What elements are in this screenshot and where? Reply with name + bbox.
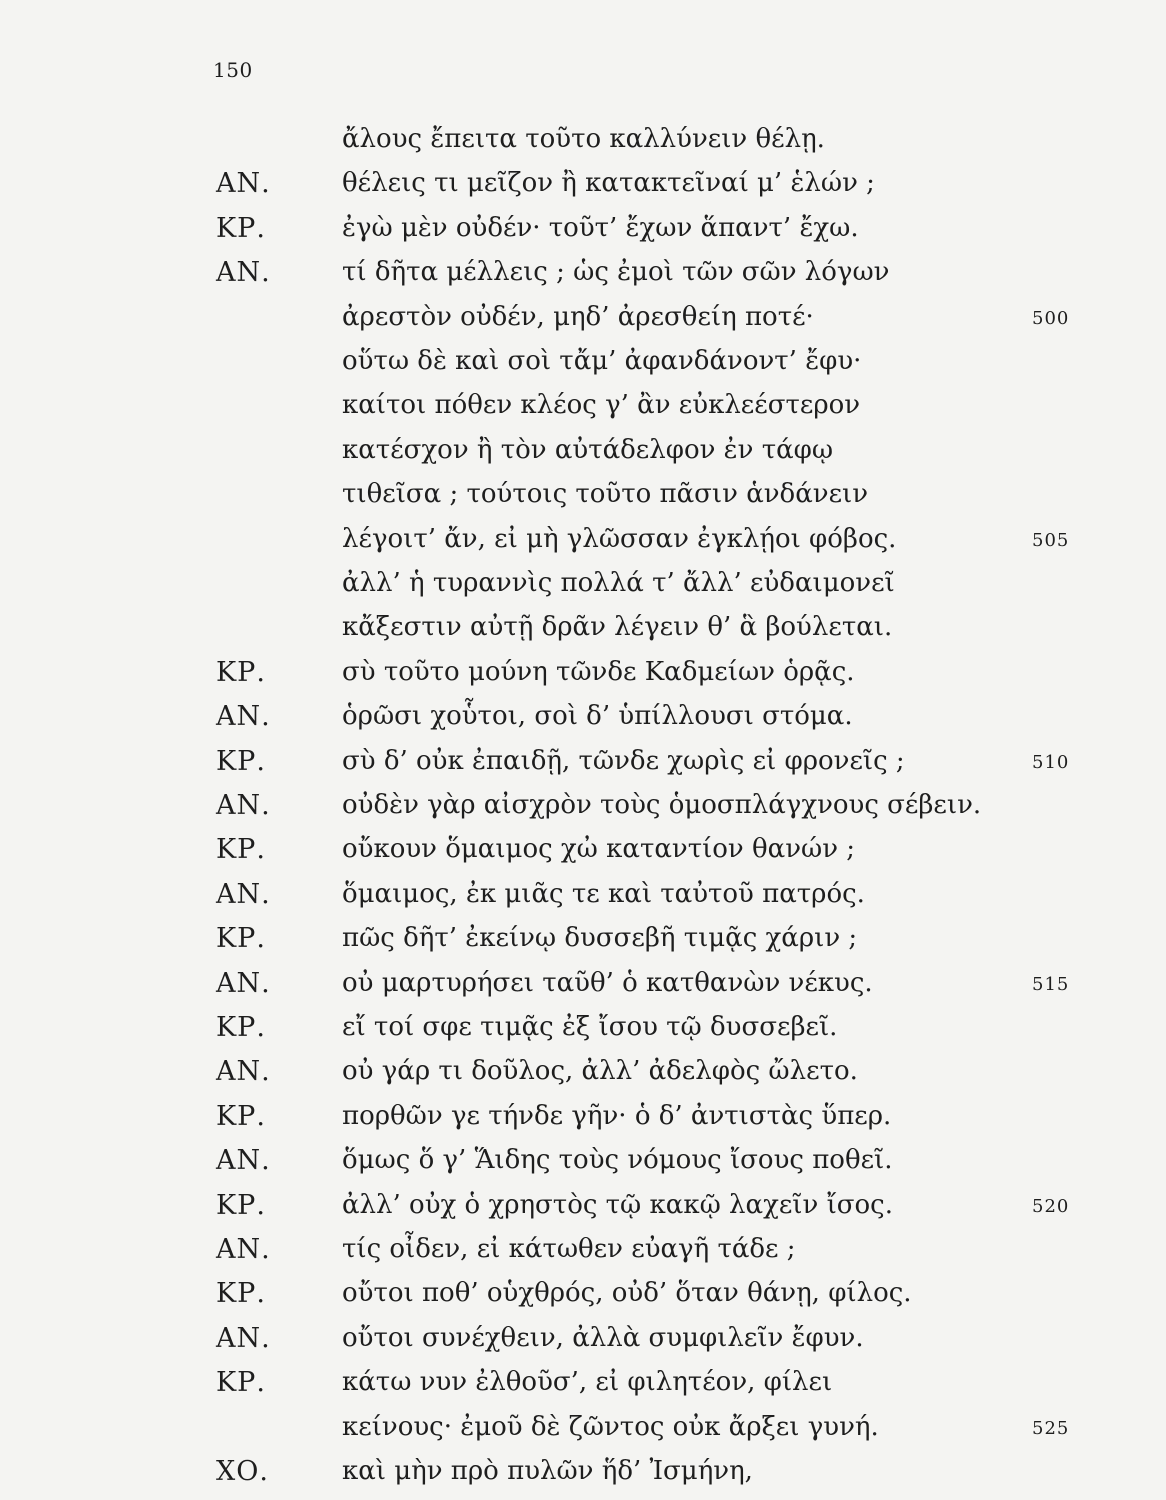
verse-text: οὐ γάρ τι δοῦλος, ἀλλ’ ἀδελφὸς ὤλετο. (342, 1056, 858, 1086)
verse-text: λέγοιτ’ ἄν, εἰ μὴ γλῶσσαν ἐγκλῄοι φόβος. (342, 524, 897, 554)
verse-line (0, 257, 1166, 297)
verse-text: εἴ τοί σφε τιμᾷς ἐξ ἴσου τῷ δυσσεβεῖ. (342, 1012, 838, 1042)
verse-line (0, 746, 1166, 786)
verse-text: κάτω νυν ἐλθοῦσ’, εἰ φιλητέον, φίλει (342, 1367, 833, 1397)
verse-line (0, 1190, 1166, 1230)
speaker-label: ΚΡ. (216, 1367, 266, 1398)
speaker-label: ΑΝ. (216, 1323, 271, 1354)
speaker-label: ΑΝ. (216, 1234, 271, 1265)
verse-text: ἀλλ’ ἡ τυραννὶς πολλά τ’ ἄλλ’ εὐδαιμονεῖ (342, 568, 895, 598)
verse-line (0, 1367, 1166, 1407)
verse-line (0, 1412, 1166, 1452)
line-number: 500 (1032, 308, 1070, 329)
verse-line (0, 1323, 1166, 1363)
speaker-label: ΚΡ. (216, 1278, 266, 1309)
verse-line (0, 701, 1166, 741)
verse-text: πῶς δῆτ’ ἐκείνῳ δυσσεβῆ τιμᾷς χάριν ; (342, 923, 858, 953)
speaker-label: ΧΟ. (216, 1456, 269, 1487)
speaker-label: ΑΝ. (216, 968, 271, 999)
page-number: 150 (213, 58, 253, 82)
verse-text: ἀρεστὸν οὐδέν, μηδ’ ἀρεσθείη ποτέ· (342, 302, 814, 332)
verse-line (0, 568, 1166, 608)
verse-line (0, 1278, 1166, 1318)
verse-line (0, 213, 1166, 253)
verse-line (0, 1056, 1166, 1096)
verse-text: ὅμως ὅ γ’ Ἅιδης τοὺς νόμους ἴσους ποθεῖ. (342, 1145, 893, 1175)
verse-text: σὺ δ’ οὐκ ἐπαιδῇ, τῶνδε χωρὶς εἰ φρονεῖς ; (342, 746, 905, 776)
speaker-label: ΚΡ. (216, 746, 266, 777)
verse-line (0, 612, 1166, 652)
verse-text: καὶ μὴν πρὸ πυλῶν ἥδ’ Ἰσμήνη, (342, 1456, 753, 1486)
verse-line (0, 390, 1166, 430)
verse-line (0, 435, 1166, 475)
verse-line (0, 1234, 1166, 1274)
verse-text: ὅμαιμος, ἐκ μιᾶς τε καὶ ταὐτοῦ πατρός. (342, 879, 865, 909)
speaker-label: ΚΡ. (216, 923, 266, 954)
verse-text: κείνους· ἐμοῦ δὲ ζῶντος οὐκ ἄρξει γυνή. (342, 1412, 879, 1442)
line-number: 520 (1032, 1196, 1070, 1217)
speaker-label: ΚΡ. (216, 657, 266, 688)
verse-line (0, 168, 1166, 208)
verse-text: ἀλλ’ οὐχ ὁ χρηστὸς τῷ κακῷ λαχεῖν ἴσος. (342, 1190, 893, 1220)
verse-text: οὔκουν ὅμαιμος χὠ καταντίον θανών ; (342, 834, 856, 864)
speaker-label: ΚΡ. (216, 1101, 266, 1132)
verse-text: κἄξεστιν αὐτῇ δρᾶν λέγειν θ’ ἃ βούλεται. (342, 612, 893, 642)
verse-text: τίς οἶδεν, εἰ κάτωθεν εὐαγῆ τάδε ; (342, 1234, 796, 1264)
verse-line (0, 968, 1166, 1008)
speaker-label: ΑΝ. (216, 257, 271, 288)
speaker-label: ΚΡ. (216, 834, 266, 865)
verse-line (0, 524, 1166, 564)
line-number: 525 (1032, 1418, 1070, 1439)
speaker-label: ΑΝ. (216, 790, 271, 821)
verse-text: οὔτοι συνέχθειν, ἀλλὰ συμφιλεῖν ἔφυν. (342, 1323, 864, 1353)
speaker-label: ΚΡ. (216, 1190, 266, 1221)
verse-line (0, 1012, 1166, 1052)
verse-text: σὺ τοῦτο μούνη τῶνδε Καδμείων ὁρᾷς. (342, 657, 855, 687)
verse-line (0, 479, 1166, 519)
verse-text: οὕτω δὲ καὶ σοὶ τἄμ’ ἀφανδάνοντ’ ἔφυ· (342, 346, 862, 376)
speaker-label: ΑΝ. (216, 168, 271, 199)
verse-text: ἄλους ἔπειτα τοῦτο καλλύνειν θέλῃ. (342, 124, 825, 154)
line-number: 515 (1032, 974, 1070, 995)
verse-text: κατέσχον ἢ τὸν αὐτάδελφον ἐν τάφῳ (342, 435, 834, 465)
verse-line (0, 1145, 1166, 1185)
verse-line (0, 657, 1166, 697)
verse-line (0, 346, 1166, 386)
verse-line (0, 302, 1166, 342)
verse-line (0, 1456, 1166, 1496)
verse-text: οὔτοι ποθ’ οὑχθρός, οὐδ’ ὅταν θάνῃ, φίλος. (342, 1278, 912, 1308)
verse-text: τί δῆτα μέλλεις ; ὡς ἐμοὶ τῶν σῶν λόγων (342, 257, 890, 287)
verse-line (0, 834, 1166, 874)
line-number: 505 (1032, 530, 1070, 551)
verse-line (0, 1101, 1166, 1141)
verse-text: πορθῶν γε τήνδε γῆν· ὁ δ’ ἀντιστὰς ὕπερ. (342, 1101, 892, 1131)
speaker-label: ΑΝ. (216, 701, 271, 732)
verse-line (0, 879, 1166, 919)
speaker-label: ΚΡ. (216, 1012, 266, 1043)
speaker-label: ΑΝ. (216, 1145, 271, 1176)
verse-text: ἐγὼ μὲν οὐδέν· τοῦτ’ ἔχων ἅπαντ’ ἔχω. (342, 213, 859, 243)
verse-text: οὐδὲν γὰρ αἰσχρὸν τοὺς ὁμοσπλάγχνους σέβειν. (342, 790, 982, 820)
verse-line (0, 790, 1166, 830)
verse-line (0, 124, 1166, 164)
speaker-label: ΚΡ. (216, 213, 266, 244)
verse-line (0, 923, 1166, 963)
speaker-label: ΑΝ. (216, 1056, 271, 1087)
verse-text: καίτοι πόθεν κλέος γ’ ἂν εὐκλεέστερον (342, 390, 861, 420)
line-number: 510 (1032, 752, 1070, 773)
verse-text: ὁρῶσι χοὗτοι, σοὶ δ’ ὑπίλλουσι στόμα. (342, 701, 853, 731)
verse-text: τιθεῖσα ; τούτοις τοῦτο πᾶσιν ἁνδάνειν (342, 479, 869, 509)
verse-text: θέλεις τι μεῖζον ἢ κατακτεῖναί μ’ ἑλών ; (342, 168, 875, 198)
verse-text: οὐ μαρτυρήσει ταῦθ’ ὁ κατθανὼν νέκυς. (342, 968, 873, 998)
speaker-label: ΑΝ. (216, 879, 271, 910)
